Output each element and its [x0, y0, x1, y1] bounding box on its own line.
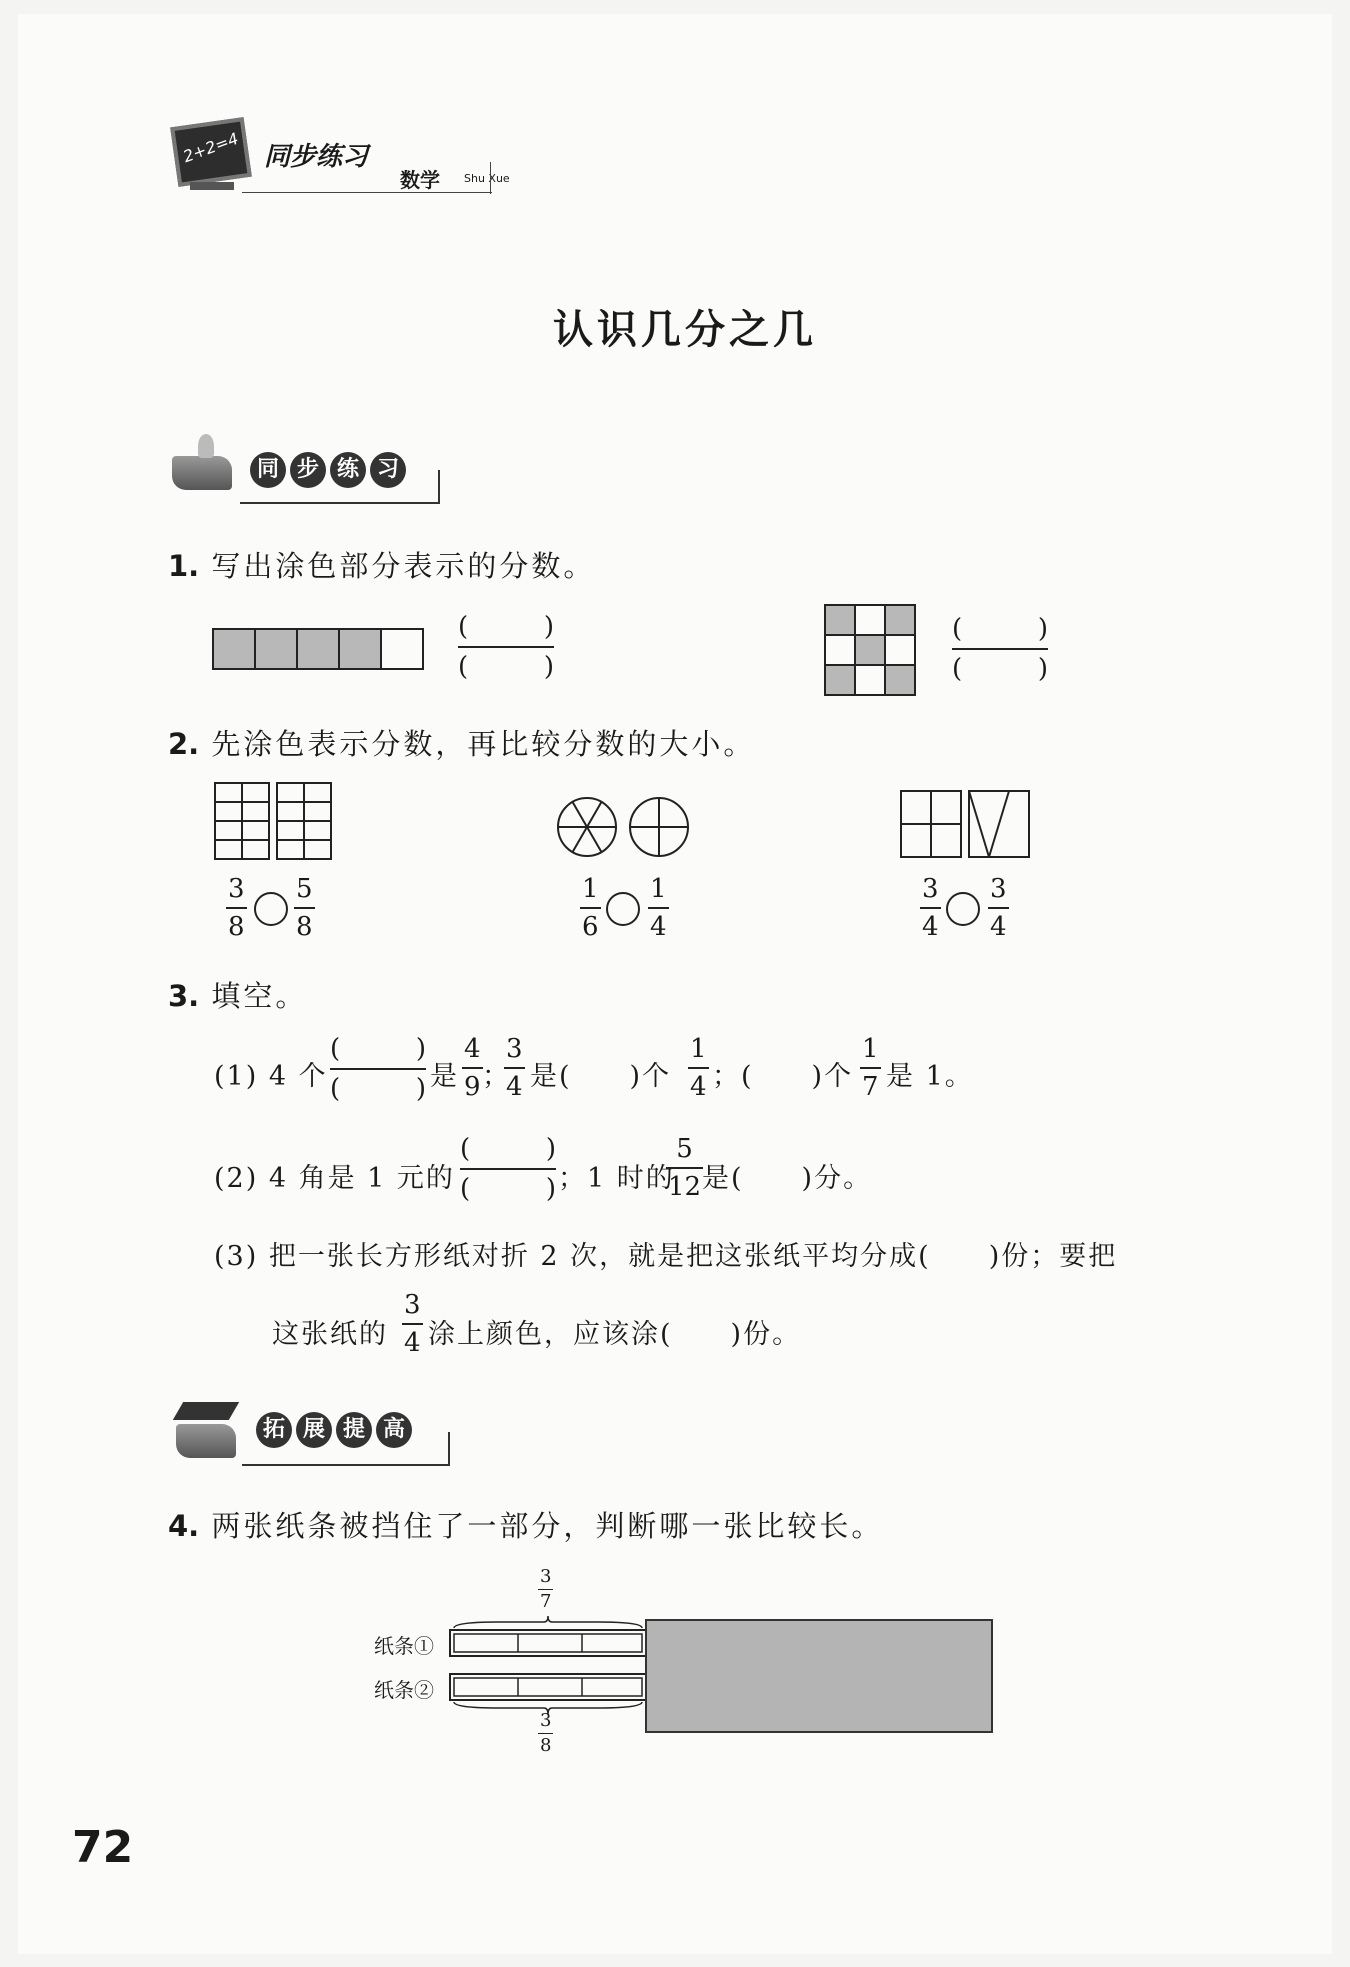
- q3-part3-line1: (3) 把一张长方形纸对折 2 次，就是把这张纸平均分成( )份；要把: [214, 1241, 1118, 1272]
- section-label-char: 高: [376, 1412, 412, 1448]
- question-text: 先涂色表示分数，再比较分数的大小。: [211, 727, 756, 761]
- header-subject-pinyin: Shu Xue: [464, 172, 510, 185]
- header-rule-end: [490, 162, 491, 194]
- fraction-left: $\frac{3}{8}$: [228, 874, 245, 942]
- fraction-right: $\frac{5}{8}$: [296, 874, 313, 942]
- section-badge-extension: [170, 1392, 450, 1472]
- compare-circle[interactable]: [946, 892, 980, 926]
- header-badge: [172, 112, 522, 202]
- fraction: $\frac{4}{9}$: [464, 1034, 481, 1102]
- section-label: [250, 452, 406, 488]
- strip2-label: 纸条②: [374, 1678, 434, 1702]
- section-label-char: 练: [330, 452, 366, 488]
- fraction-left: $\frac{3}{4}$: [922, 874, 939, 942]
- question-1: [168, 544, 595, 585]
- squares-figure: [900, 790, 1030, 858]
- q3-part1-c: ；: [482, 1061, 511, 1092]
- books-icon: [172, 456, 232, 490]
- section-label-char: 习: [370, 452, 406, 488]
- page-title: 认识几分之几: [553, 307, 817, 353]
- section-label-char: 展: [296, 1412, 332, 1448]
- section-badge-sync-practice: [170, 430, 440, 510]
- compare-circle[interactable]: [606, 892, 640, 926]
- section-label-char: 同: [250, 452, 286, 488]
- page-number: 72: [72, 1822, 134, 1873]
- question-number: 4.: [168, 1509, 200, 1543]
- section-label-char: 拓: [256, 1412, 292, 1448]
- graduation-cap-icon: [173, 1402, 239, 1420]
- shaded-strip-figure: [212, 628, 424, 670]
- section-label: [256, 1412, 412, 1448]
- question-4: [168, 1504, 883, 1545]
- section-badge-rule-end: [438, 470, 440, 504]
- section-label-char: 提: [336, 1412, 372, 1448]
- blackboard-text: 2+2=4: [180, 128, 241, 167]
- question-text: 写出涂色部分表示的分数。: [211, 549, 596, 583]
- answer-fraction-blank[interactable]: ( ) ( ): [330, 1034, 426, 1104]
- question-number: 1.: [168, 549, 200, 583]
- fraction: $\frac{1}{4}$: [690, 1034, 707, 1102]
- question-text: 填空。: [211, 979, 308, 1013]
- question-text: 两张纸条被挡住了一部分，判断哪一张比较长。: [211, 1509, 884, 1543]
- fraction: $\frac{5}{12}$: [668, 1134, 702, 1202]
- header-subject: 数学: [400, 168, 440, 192]
- question-number: 3.: [168, 979, 200, 1013]
- answer-fraction-blank[interactable]: ( ) ( ): [460, 1134, 556, 1204]
- q3-part2-c: 是( )分。: [702, 1163, 873, 1194]
- lamp-icon: [198, 434, 214, 458]
- header-series: 同步练习: [264, 142, 369, 172]
- q3-part1-d: 是( )个: [530, 1061, 672, 1092]
- eighths-grid-figure: [214, 782, 332, 860]
- fraction-left: $\frac{1}{6}$: [582, 874, 599, 942]
- section-badge-rule: [240, 502, 440, 504]
- question-3: [168, 974, 307, 1015]
- q3-part2-b: ；1 时的: [558, 1163, 675, 1194]
- question-2: [168, 722, 755, 763]
- blackboard-stand: [190, 182, 234, 190]
- q3-part1-e: ；( )个: [712, 1061, 854, 1092]
- answer-fraction-blank[interactable]: ( ) ( ): [458, 612, 554, 682]
- fraction: $\frac{1}{7}$: [862, 1034, 879, 1102]
- books-icon: [176, 1424, 236, 1458]
- question-number: 2.: [168, 727, 200, 761]
- q3-part1-a: (1) 4 个: [214, 1061, 328, 1092]
- paper-strips-figure: [448, 1620, 996, 1720]
- section-badge-rule-end: [448, 1432, 450, 1466]
- q3-part1-b: 是: [430, 1061, 459, 1092]
- fraction-right: $\frac{3}{4}$: [990, 874, 1007, 942]
- fraction: $\frac{3}{4}$: [404, 1290, 421, 1358]
- shaded-grid-figure: [824, 604, 916, 696]
- compare-circle[interactable]: [254, 892, 288, 926]
- fraction-right: $\frac{1}{4}$: [650, 874, 667, 942]
- q3-part2-a: (2) 4 角是 1 元的: [214, 1163, 455, 1194]
- q3-part1-g: 是 1。: [886, 1061, 974, 1092]
- section-label-char: 步: [290, 452, 326, 488]
- fraction: $\frac{3}{4}$: [506, 1034, 523, 1102]
- strip1-fraction: $\frac{3}{7}$: [540, 1566, 552, 1612]
- q3-part3-b: 涂上颜色，应该涂( )份。: [428, 1319, 802, 1350]
- strip1-label: 纸条①: [374, 1634, 434, 1658]
- header-rule: [242, 192, 492, 193]
- section-badge-rule: [242, 1464, 450, 1466]
- circles-figure: [556, 796, 692, 858]
- answer-fraction-blank[interactable]: ( ) ( ): [952, 614, 1048, 684]
- q3-part3-a: 这张纸的: [272, 1319, 388, 1350]
- strip2-fraction: $\frac{3}{8}$: [540, 1710, 552, 1756]
